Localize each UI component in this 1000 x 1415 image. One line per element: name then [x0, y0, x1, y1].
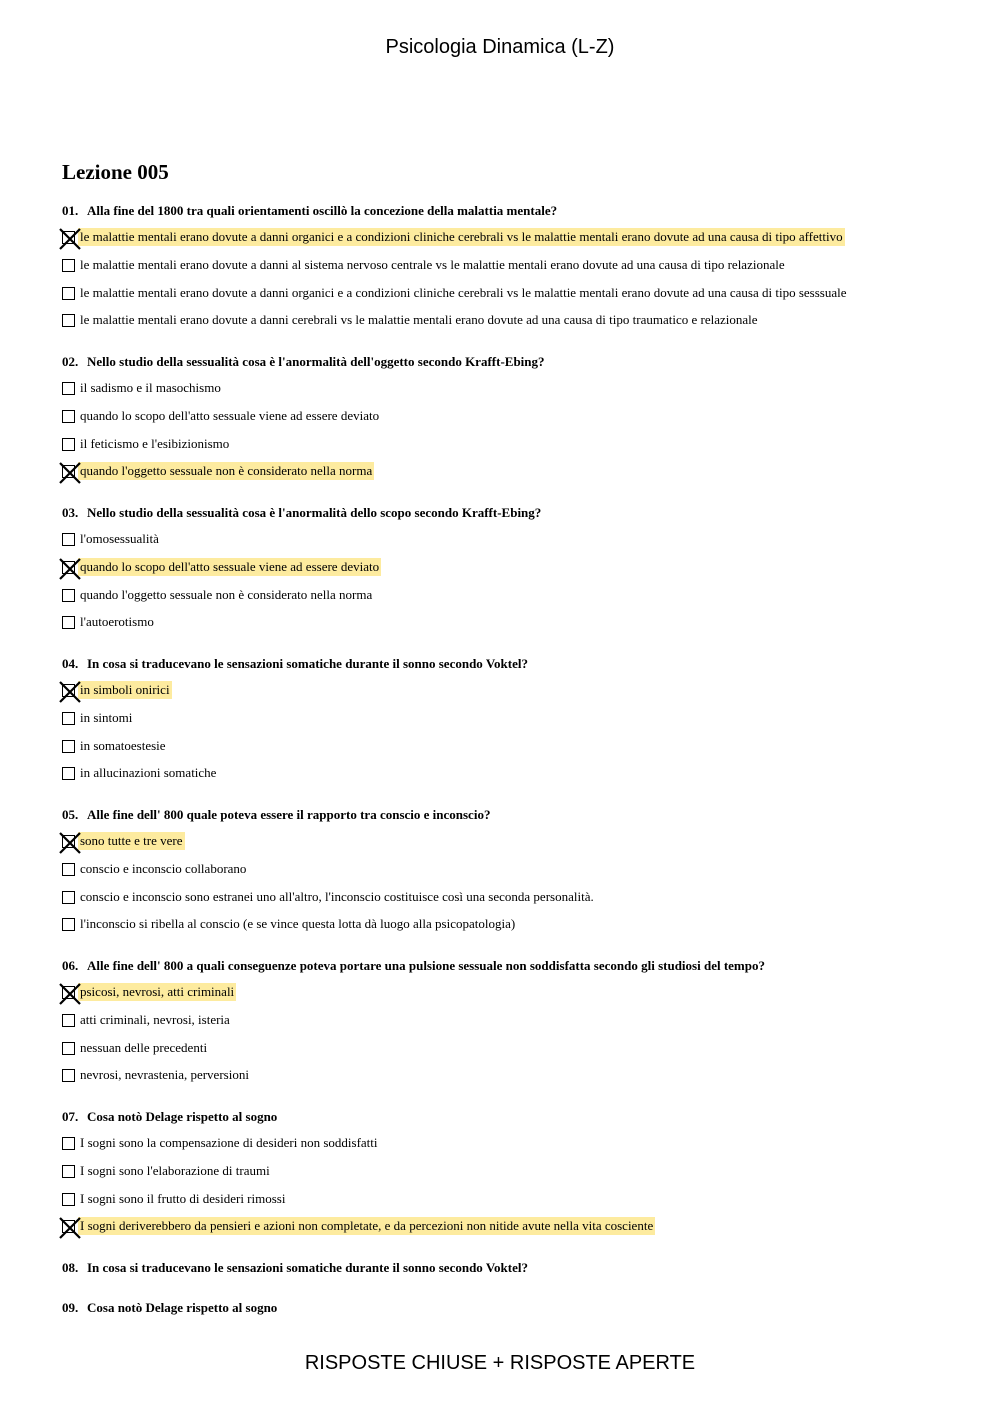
answer-text: conscio e inconscio sono estranei uno all'altro, l'inconscio costituisce così una seconda personalità. — [80, 889, 594, 904]
answer-text: I sogni sono la compensazione di desideri non soddisfatti — [80, 1135, 378, 1150]
checkbox[interactable] — [62, 712, 75, 725]
answer-option[interactable] — [62, 379, 223, 397]
question-number: 03. — [62, 505, 79, 520]
question-8 — [62, 1260, 528, 1276]
answer-text: quando lo scopo dell'atto sessuale viene ad essere deviato — [80, 408, 380, 423]
x-mark-icon — [58, 982, 82, 1006]
checkbox[interactable] — [62, 533, 75, 546]
correct-answer-text: psicosi, nevrosi, atti criminali — [80, 984, 235, 999]
checked-checkbox[interactable] — [62, 684, 75, 697]
answer-option[interactable] — [62, 888, 596, 906]
x-mark-icon — [58, 1216, 82, 1240]
answer-option[interactable] — [62, 558, 381, 576]
question-number: 06. — [62, 958, 79, 973]
answer-text: in sintomi — [80, 710, 133, 725]
answer-option[interactable] — [62, 1162, 272, 1180]
answer-option[interactable] — [62, 613, 156, 631]
answer-option[interactable] — [62, 1217, 655, 1235]
page-header: Psicologia Dinamica (L-Z) — [385, 36, 615, 58]
correct-answer-text: sono tutte e tre vere — [80, 833, 183, 848]
answer-text: atti criminali, nevrosi, isteria — [80, 1012, 230, 1027]
question-text: Cosa notò Delage rispetto al sogno — [87, 1109, 278, 1124]
answer-option[interactable] — [62, 1134, 380, 1152]
answer-option[interactable] — [62, 860, 248, 878]
answer-text: il feticismo e l'esibizionismo — [80, 436, 230, 451]
answer-option[interactable] — [62, 832, 185, 850]
checkbox[interactable] — [62, 740, 75, 753]
answer-option[interactable] — [62, 1039, 209, 1057]
question-text: Alla fine del 1800 tra quali orientamenti oscillò la concezione della malattia mentale? — [87, 203, 558, 218]
answer-option[interactable] — [62, 256, 787, 274]
correct-answer-text: quando lo scopo dell'atto sessuale viene ad essere deviato — [80, 559, 380, 574]
checkbox[interactable] — [62, 287, 75, 300]
checkbox[interactable] — [62, 616, 75, 629]
question-1 — [62, 203, 557, 219]
question-4 — [62, 656, 528, 672]
answer-option[interactable] — [62, 284, 848, 302]
question-text: Alle fine dell' 800 a quali conseguenze poteva portare una pulsione sessuale non soddisfatta secondo gli studiosi del tempo? — [87, 958, 765, 973]
answer-option[interactable] — [62, 709, 134, 727]
checkbox[interactable] — [62, 767, 75, 780]
answer-option[interactable] — [62, 1066, 251, 1084]
checkbox[interactable] — [62, 891, 75, 904]
answer-option[interactable] — [62, 983, 236, 1001]
answer-text: I sogni sono il frutto di desideri rimossi — [80, 1191, 286, 1206]
question-3 — [62, 505, 541, 521]
answer-text: l'autoerotismo — [80, 614, 154, 629]
answer-option[interactable] — [62, 311, 760, 329]
question-6 — [62, 958, 765, 974]
answer-text: nevrosi, nevrastenia, perversioni — [80, 1067, 249, 1082]
checked-checkbox[interactable] — [62, 561, 75, 574]
checkbox[interactable] — [62, 314, 75, 327]
answer-text: le malattie mentali erano dovute a danni organici e a condizioni cliniche cerebrali vs le malattie mentali erano dovute ad una causa di tipo sesssuale — [80, 285, 847, 300]
answer-text: nessuan delle precedenti — [80, 1040, 208, 1055]
checkbox[interactable] — [62, 1137, 75, 1150]
answer-option[interactable] — [62, 1190, 287, 1208]
question-7 — [62, 1109, 277, 1125]
checkbox[interactable] — [62, 1193, 75, 1206]
checkbox[interactable] — [62, 589, 75, 602]
checkbox[interactable] — [62, 259, 75, 272]
question-2 — [62, 354, 545, 370]
x-mark-icon — [58, 557, 82, 581]
x-mark-icon — [58, 831, 82, 855]
answer-option[interactable] — [62, 1011, 232, 1029]
answer-option[interactable] — [62, 435, 231, 453]
question-number: 01. — [62, 203, 79, 218]
question-number: 09. — [62, 1300, 79, 1315]
question-number: 04. — [62, 656, 79, 671]
checkbox[interactable] — [62, 863, 75, 876]
checked-checkbox[interactable] — [62, 1220, 75, 1233]
answer-option[interactable] — [62, 586, 374, 604]
answer-option[interactable] — [62, 764, 218, 782]
page-footer: RISPOSTE CHIUSE + RISPOSTE APERTE — [304, 1352, 696, 1374]
x-mark-icon — [58, 680, 82, 704]
answer-option[interactable] — [62, 737, 168, 755]
answer-option[interactable] — [62, 407, 381, 425]
checkbox[interactable] — [62, 1069, 75, 1082]
answer-text: conscio e inconscio collaborano — [80, 861, 247, 876]
checkbox[interactable] — [62, 1014, 75, 1027]
question-5 — [62, 807, 490, 823]
answer-text: l'inconscio si ribella al conscio (e se vince questa lotta dà luogo alla psicopatologia) — [80, 916, 516, 931]
question-text: In cosa si traducevano le sensazioni somatiche durante il sonno secondo Voktel? — [87, 1260, 528, 1275]
correct-answer-text: quando l'oggetto sessuale non è considerato nella norma — [80, 463, 373, 478]
answer-option[interactable] — [62, 530, 161, 548]
x-mark-icon — [58, 227, 82, 251]
answer-option[interactable] — [62, 915, 517, 933]
correct-answer-text: I sogni deriverebbero da pensieri e azioni non completate, e da percezioni non nitide avute nella vita cosciente — [80, 1218, 654, 1233]
checked-checkbox[interactable] — [62, 835, 75, 848]
answer-option[interactable] — [62, 462, 374, 480]
question-number: 07. — [62, 1109, 79, 1124]
answer-text: quando l'oggetto sessuale non è considerato nella norma — [80, 587, 373, 602]
answer-text: I sogni sono l'elaborazione di traumi — [80, 1163, 270, 1178]
answer-text: in somatoestesie — [80, 738, 166, 753]
answer-option[interactable] — [62, 681, 172, 699]
question-text: Nello studio della sessualità cosa è l'anormalità dell'oggetto secondo Krafft-Ebing? — [87, 354, 545, 369]
question-number: 05. — [62, 807, 79, 822]
checkbox[interactable] — [62, 918, 75, 931]
checkbox[interactable] — [62, 438, 75, 451]
checkbox[interactable] — [62, 382, 75, 395]
question-text: Nello studio della sessualità cosa è l'anormalità dello scopo secondo Krafft-Ebing? — [87, 505, 542, 520]
checkbox[interactable] — [62, 1165, 75, 1178]
checked-checkbox[interactable] — [62, 231, 75, 244]
answer-text: in allucinazioni somatiche — [80, 765, 217, 780]
correct-answer-text: le malattie mentali erano dovute a danni organici e a condizioni cliniche cerebrali vs le malattie mentali erano dovute ad una causa di tipo affettivo — [80, 229, 843, 244]
checked-checkbox[interactable] — [62, 465, 75, 478]
question-text: Cosa notò Delage rispetto al sogno — [87, 1300, 278, 1315]
checkbox[interactable] — [62, 410, 75, 423]
answer-option[interactable] — [62, 228, 845, 246]
question-text: Alle fine dell' 800 quale poteva essere il rapporto tra conscio e inconscio? — [87, 807, 491, 822]
lesson-title: Lezione 005 — [62, 160, 169, 184]
x-mark-icon — [58, 461, 82, 485]
answer-text: le malattie mentali erano dovute a danni cerebrali vs le malattie mentali erano dovute ad una causa di tipo traumatico e relazionale — [80, 312, 758, 327]
question-number: 08. — [62, 1260, 79, 1275]
answer-text: le malattie mentali erano dovute a danni al sistema nervoso centrale vs le malattie mentali erano dovute ad una causa di tipo relazionale — [80, 257, 785, 272]
question-text: In cosa si traducevano le sensazioni somatiche durante il sonno secondo Voktel? — [87, 656, 528, 671]
correct-answer-text: in simboli onirici — [80, 682, 170, 697]
question-number: 02. — [62, 354, 79, 369]
answer-text: il sadismo e il masochismo — [80, 380, 221, 395]
answer-text: l'omosessualità — [80, 531, 159, 546]
question-9 — [62, 1300, 277, 1316]
checked-checkbox[interactable] — [62, 986, 75, 999]
checkbox[interactable] — [62, 1042, 75, 1055]
